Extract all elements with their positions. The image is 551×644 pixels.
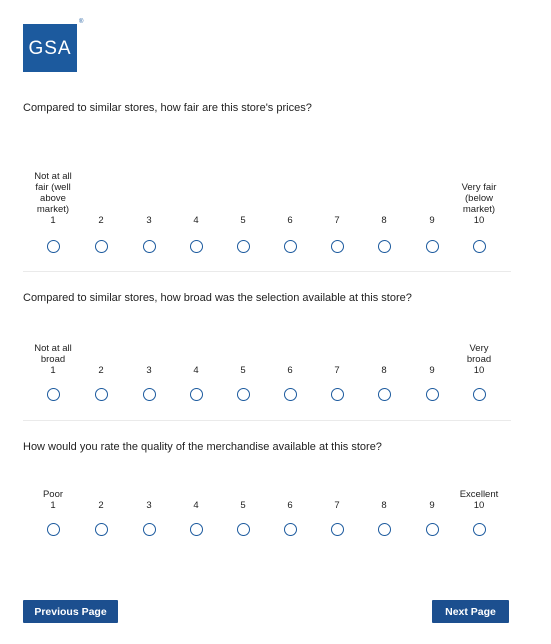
scale-col-7 [310, 488, 364, 511]
radio-option-6[interactable] [284, 388, 297, 401]
scale-col-1 [26, 488, 80, 511]
scale-col-6 [263, 341, 317, 376]
high-anchor-label: Very broad [466, 343, 492, 365]
scale-col-9 [405, 168, 459, 226]
scale-col-5 [216, 341, 270, 376]
scale-col-8 [357, 488, 411, 511]
scale-col-9 [405, 488, 459, 511]
scale-number: 5 [240, 500, 246, 511]
question-1-text: Compared to similar stores, how fair are this store's prices? [23, 102, 312, 114]
scale-number: 8 [381, 365, 387, 376]
radio-option-6[interactable] [284, 523, 297, 536]
logo-registered-mark: ® [79, 19, 84, 25]
radio-option-6[interactable] [284, 240, 297, 253]
scale-col-2 [74, 341, 128, 376]
previous-page-button[interactable]: Previous Page [23, 600, 118, 623]
scale-number: 1 [50, 215, 56, 226]
scale-col-2 [74, 488, 128, 511]
scale-number: 3 [146, 365, 152, 376]
scale-col-1 [26, 341, 80, 376]
radio-option-7[interactable] [331, 240, 344, 253]
question-3-text: How would you rate the quality of the merchandise available at this store? [23, 441, 382, 453]
scale-number: 10 [473, 365, 485, 376]
radio-option-10[interactable] [473, 240, 486, 253]
radio-option-2[interactable] [95, 523, 108, 536]
radio-option-2[interactable] [95, 388, 108, 401]
radio-option-7[interactable] [331, 523, 344, 536]
logo-text: GSA [28, 38, 72, 59]
scale-number: 3 [146, 215, 152, 226]
scale-col-6 [263, 488, 317, 511]
scale-number: 2 [98, 500, 104, 511]
scale-number: 6 [287, 365, 293, 376]
scale-col-3 [122, 341, 176, 376]
scale-col-9 [405, 341, 459, 376]
radio-option-9[interactable] [426, 388, 439, 401]
scale-col-6 [263, 168, 317, 226]
low-anchor-label: Not at all broad [34, 343, 72, 365]
radio-option-4[interactable] [190, 388, 203, 401]
scale-number: 9 [429, 500, 435, 511]
scale-number: 9 [429, 365, 435, 376]
scale-col-10 [452, 168, 506, 226]
scale-number: 3 [146, 500, 152, 511]
scale-number: 6 [287, 215, 293, 226]
scale-number: 4 [193, 500, 199, 511]
radio-option-3[interactable] [143, 388, 156, 401]
scale-number: 10 [473, 215, 485, 226]
radio-option-3[interactable] [143, 523, 156, 536]
scale-col-8 [357, 341, 411, 376]
scale-number: 8 [381, 500, 387, 511]
scale-col-7 [310, 168, 364, 226]
scale-col-1 [26, 168, 80, 226]
scale-col-4 [169, 341, 223, 376]
scale-number: 10 [473, 500, 485, 511]
scale-col-10 [452, 341, 506, 376]
low-anchor-label: Poor [42, 489, 64, 500]
scale-number: 7 [334, 500, 340, 511]
scale-number: 2 [98, 215, 104, 226]
radio-option-8[interactable] [378, 388, 391, 401]
radio-option-8[interactable] [378, 240, 391, 253]
high-anchor-label: Excellent [459, 489, 499, 500]
radio-option-4[interactable] [190, 240, 203, 253]
scale-col-8 [357, 168, 411, 226]
radio-option-8[interactable] [378, 523, 391, 536]
scale-number: 6 [287, 500, 293, 511]
scale-number: 8 [381, 215, 387, 226]
radio-option-10[interactable] [473, 388, 486, 401]
scale-col-2 [74, 168, 128, 226]
scale-col-4 [169, 168, 223, 226]
radio-option-9[interactable] [426, 240, 439, 253]
radio-option-4[interactable] [190, 523, 203, 536]
scale-number: 1 [50, 365, 56, 376]
scale-col-7 [310, 341, 364, 376]
radio-option-10[interactable] [473, 523, 486, 536]
scale-col-10 [452, 488, 506, 511]
radio-option-7[interactable] [331, 388, 344, 401]
low-anchor-label: Not at all fair (well above market) [34, 171, 72, 215]
gsa-logo [23, 24, 77, 72]
question-divider [23, 271, 511, 272]
scale-number: 7 [334, 365, 340, 376]
scale-number: 1 [50, 500, 56, 511]
radio-option-5[interactable] [237, 523, 250, 536]
radio-option-5[interactable] [237, 240, 250, 253]
scale-col-5 [216, 168, 270, 226]
scale-number: 7 [334, 215, 340, 226]
scale-col-3 [122, 488, 176, 511]
radio-option-5[interactable] [237, 388, 250, 401]
radio-option-9[interactable] [426, 523, 439, 536]
question-2-text: Compared to similar stores, how broad was the selection available at this store? [23, 292, 412, 304]
scale-number: 2 [98, 365, 104, 376]
scale-number: 5 [240, 365, 246, 376]
radio-option-1[interactable] [47, 523, 60, 536]
radio-option-1[interactable] [47, 388, 60, 401]
question-divider [23, 420, 511, 421]
scale-number: 5 [240, 215, 246, 226]
scale-number: 4 [193, 365, 199, 376]
scale-col-5 [216, 488, 270, 511]
scale-number: 4 [193, 215, 199, 226]
high-anchor-label: Very fair (below market) [461, 182, 497, 215]
next-page-button[interactable]: Next Page [432, 600, 509, 623]
scale-number: 9 [429, 215, 435, 226]
scale-col-4 [169, 488, 223, 511]
scale-col-3 [122, 168, 176, 226]
radio-option-3[interactable] [143, 240, 156, 253]
radio-option-2[interactable] [95, 240, 108, 253]
radio-option-1[interactable] [47, 240, 60, 253]
